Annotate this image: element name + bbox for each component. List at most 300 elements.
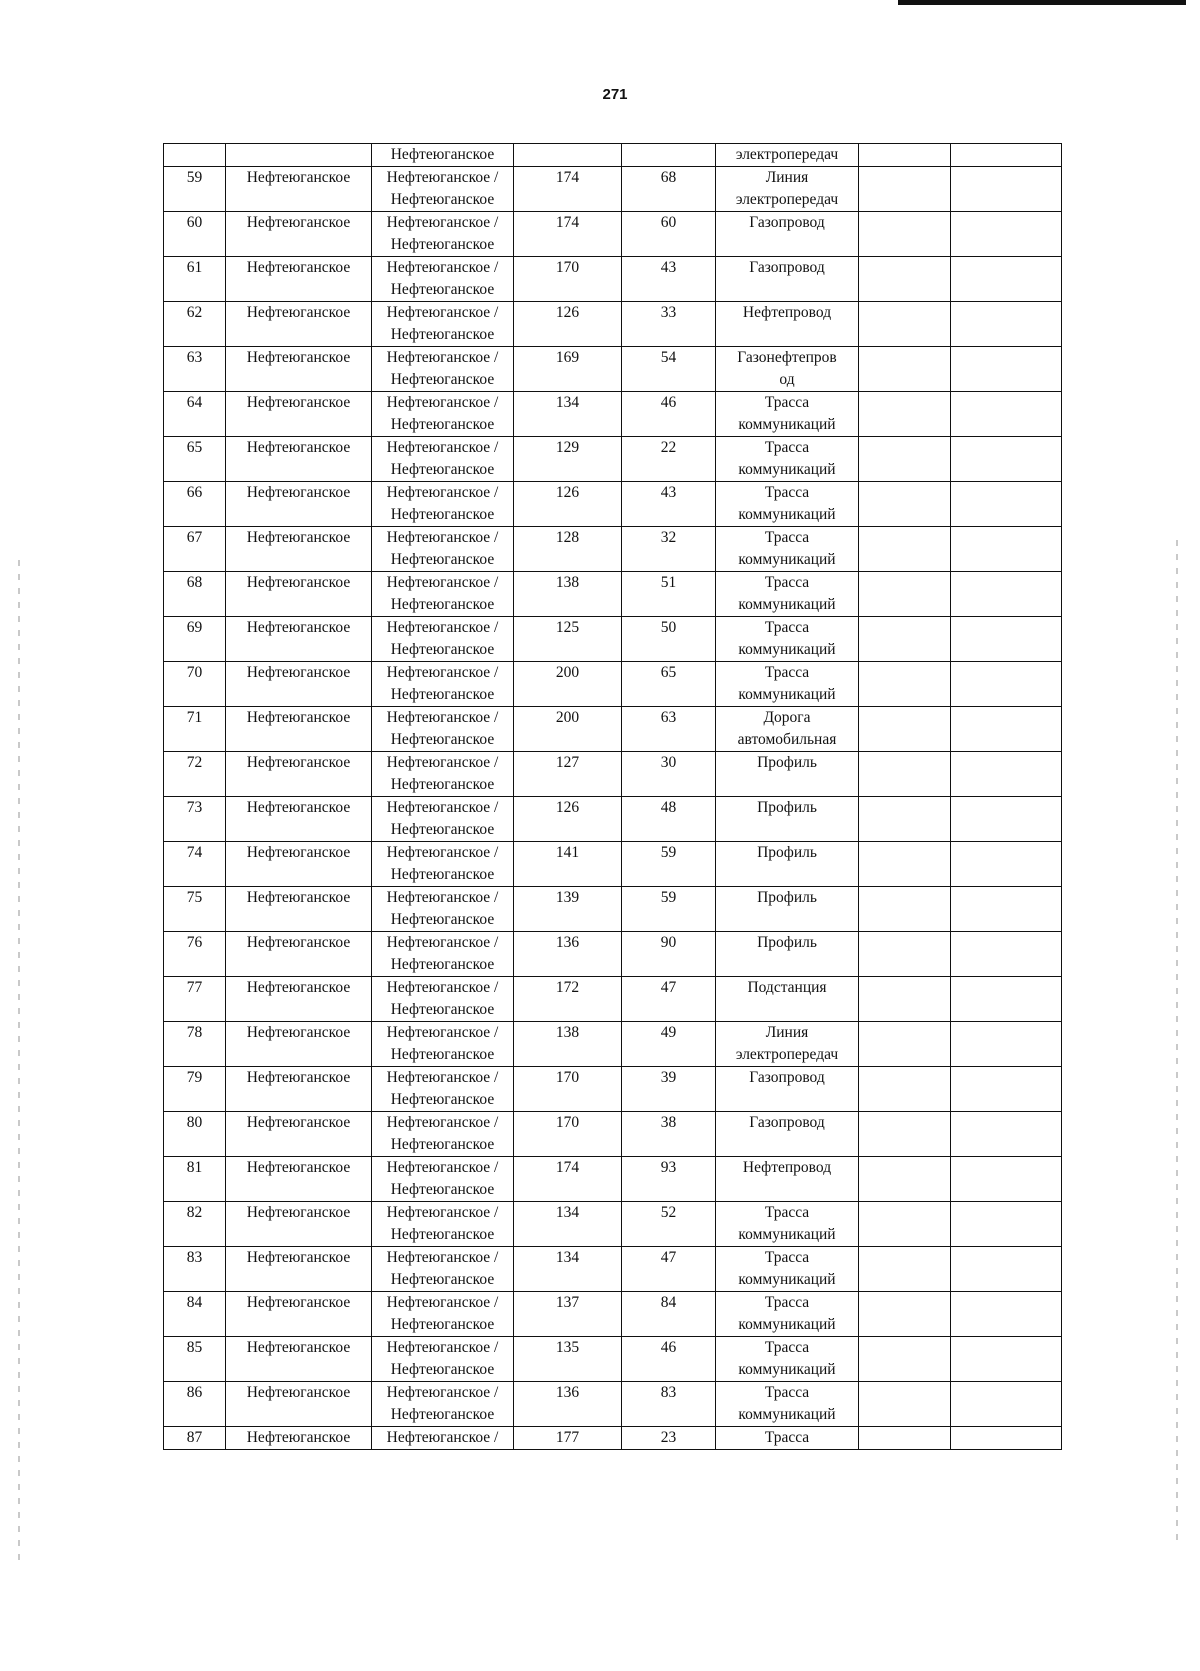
cell-value-2: 22 [622, 437, 716, 482]
cell-object-line-1: Трасса [764, 619, 810, 636]
cell-object [716, 1247, 859, 1292]
cell-object [716, 752, 859, 797]
registry-table [163, 143, 1062, 1450]
cell-object-line-1: Дорога [763, 709, 811, 726]
cell-object-line-1: Нефтепровод [742, 304, 832, 321]
table-row [164, 617, 1062, 662]
cell-field [372, 977, 514, 1022]
table-row [164, 1112, 1062, 1157]
cell-extra-2 [951, 1157, 1062, 1202]
cell-extra-1 [859, 842, 951, 887]
cell-value-2 [622, 144, 716, 167]
cell-field-line-1: Нефтеюганское / [386, 1249, 499, 1266]
cell-number: 75 [164, 887, 226, 932]
cell-object [716, 1382, 859, 1427]
cell-extra-1 [859, 662, 951, 707]
cell-value-2: 47 [622, 1247, 716, 1292]
cell-extra-1 [859, 572, 951, 617]
cell-value-2: 63 [622, 707, 716, 752]
cell-number: 62 [164, 302, 226, 347]
cell-value-1: 135 [514, 1337, 622, 1382]
cell-extra-2 [951, 1292, 1062, 1337]
cell-object-line-1: Трасса [764, 484, 810, 501]
cell-extra-2 [951, 797, 1062, 842]
cell-extra-2 [951, 1427, 1062, 1450]
table-row [164, 752, 1062, 797]
cell-value-2: 84 [622, 1292, 716, 1337]
table-row [164, 1022, 1062, 1067]
cell-value-2: 43 [622, 257, 716, 302]
cell-field-line-1: Нефтеюганское / [386, 484, 499, 501]
cell-value-2: 68 [622, 167, 716, 212]
cell-field [372, 932, 514, 977]
cell-district: Нефтеюганское [226, 212, 372, 257]
cell-value-2: 46 [622, 1337, 716, 1382]
cell-value-1: 138 [514, 1022, 622, 1067]
cell-object-line-1: Подстанция [747, 979, 827, 996]
cell-object [716, 842, 859, 887]
cell-value-2: 50 [622, 617, 716, 662]
cell-extra-2 [951, 572, 1062, 617]
cell-object: электропередач [716, 144, 859, 167]
cell-object-line-1: Профиль [757, 799, 817, 816]
cell-field-line-2: Нефтеюганское [390, 551, 495, 568]
cell-extra-2 [951, 707, 1062, 752]
cell-value-1: 126 [514, 302, 622, 347]
cell-field-line-1: Нефтеюганское / [386, 529, 499, 546]
cell-extra-1 [859, 527, 951, 572]
cell-extra-1 [859, 1337, 951, 1382]
cell-extra-1 [859, 347, 951, 392]
cell-number: 77 [164, 977, 226, 1022]
cell-extra-2 [951, 1022, 1062, 1067]
cell-field-line-2: Нефтеюганское [390, 326, 495, 343]
cell-object [716, 212, 859, 257]
cell-district: Нефтеюганское [226, 1112, 372, 1157]
cell-field-line-2: Нефтеюганское [390, 731, 495, 748]
cell-district: Нефтеюганское [226, 347, 372, 392]
table-row [164, 257, 1062, 302]
cell-field [372, 707, 514, 752]
cell-district: Нефтеюганское [226, 617, 372, 662]
cell-field-line-1: Нефтеюганское / [386, 259, 499, 276]
table-row [164, 1382, 1062, 1427]
cell-object-line-1: Трасса [764, 1294, 810, 1311]
table-row [164, 392, 1062, 437]
cell-value-2: 38 [622, 1112, 716, 1157]
cell-value-2: 46 [622, 392, 716, 437]
cell-value-1: 128 [514, 527, 622, 572]
cell-district: Нефтеюганское [226, 1202, 372, 1247]
cell-extra-2 [951, 144, 1062, 167]
cell-value-1: 125 [514, 617, 622, 662]
cell-number: 82 [164, 1202, 226, 1247]
cell-object-line-2: коммуникаций [738, 1316, 836, 1333]
cell-field-line-2: Нефтеюганское [390, 191, 495, 208]
cell-object-line-1: Газопровод [749, 214, 825, 231]
cell-extra-1 [859, 167, 951, 212]
table-row [164, 887, 1062, 932]
cell-value-1: 129 [514, 437, 622, 482]
cell-district: Нефтеюганское [226, 1067, 372, 1112]
cell-field-line-1: Нефтеюганское / [386, 1204, 499, 1221]
cell-object [716, 1202, 859, 1247]
cell-district: Нефтеюганское [226, 167, 372, 212]
cell-district: Нефтеюганское [226, 527, 372, 572]
cell-field-line-2: Нефтеюганское [390, 1091, 495, 1108]
cell-field [372, 797, 514, 842]
cell-field [372, 887, 514, 932]
cell-district: Нефтеюганское [226, 752, 372, 797]
cell-extra-1 [859, 437, 951, 482]
cell-object-line-2: од [779, 371, 795, 388]
cell-field [372, 617, 514, 662]
cell-field [372, 167, 514, 212]
cell-value-1: 137 [514, 1292, 622, 1337]
cell-field-line-2: Нефтеюганское [390, 506, 495, 523]
table-row [164, 842, 1062, 887]
cell-extra-1 [859, 1427, 951, 1450]
cell-object [716, 1022, 859, 1067]
cell-number: 60 [164, 212, 226, 257]
cell-value-1: 170 [514, 1112, 622, 1157]
cell-extra-1 [859, 1067, 951, 1112]
cell-district: Нефтеюганское [226, 1382, 372, 1427]
cell-field-line-1: Нефтеюганское / [386, 1384, 499, 1401]
cell-number: 84 [164, 1292, 226, 1337]
cell-object [716, 1067, 859, 1112]
cell-value-1: 134 [514, 1202, 622, 1247]
cell-value-1: 139 [514, 887, 622, 932]
cell-field-line-1: Нефтеюганское / [386, 799, 499, 816]
cell-district: Нефтеюганское [226, 887, 372, 932]
cell-field-line-2: Нефтеюганское [390, 1361, 495, 1378]
cell-district: Нефтеюганское [226, 572, 372, 617]
cell-extra-2 [951, 257, 1062, 302]
cell-value-2: 39 [622, 1067, 716, 1112]
cell-district: Нефтеюганское [226, 1427, 372, 1450]
cell-value-2: 90 [622, 932, 716, 977]
cell-field-line-1: Нефтеюганское / [386, 979, 499, 996]
cell-value-1: 170 [514, 257, 622, 302]
cell-object-line-1: Трасса [764, 1339, 810, 1356]
cell-number: 86 [164, 1382, 226, 1427]
cell-field-line-2: Нефтеюганское [390, 1271, 495, 1288]
cell-value-2: 52 [622, 1202, 716, 1247]
cell-object [716, 1337, 859, 1382]
cell-object-line-1: Профиль [757, 934, 817, 951]
cell-object-line-1: Линия [765, 1024, 809, 1041]
table-row [164, 1337, 1062, 1382]
cell-field-line-1: Нефтеюганское / [386, 1069, 499, 1086]
cell-extra-2 [951, 482, 1062, 527]
cell-extra-2 [951, 887, 1062, 932]
cell-field [372, 1382, 514, 1427]
cell-field-line-1: Нефтеюганское / [386, 889, 499, 906]
cell-number: 61 [164, 257, 226, 302]
cell-extra-2 [951, 1112, 1062, 1157]
cell-object [716, 707, 859, 752]
cell-field-line-2: Нефтеюганское [390, 461, 495, 478]
table-row [164, 977, 1062, 1022]
cell-district: Нефтеюганское [226, 1157, 372, 1202]
cell-object-line-1: Газопровод [749, 259, 825, 276]
table-row [164, 572, 1062, 617]
table-row [164, 1247, 1062, 1292]
cell-extra-2 [951, 1247, 1062, 1292]
cell-value-1 [514, 144, 622, 167]
top-rule [898, 0, 1186, 5]
cell-object-line-1: Нефтепровод [742, 1159, 832, 1176]
cell-field [372, 1112, 514, 1157]
cell-extra-1 [859, 707, 951, 752]
cell-extra-2 [951, 527, 1062, 572]
cell-extra-1 [859, 1157, 951, 1202]
cell-field-line-2: Нефтеюганское [390, 1136, 495, 1153]
cell-value-1: 127 [514, 752, 622, 797]
cell-number: 63 [164, 347, 226, 392]
table-row-continued [164, 144, 1062, 167]
cell-number: 83 [164, 1247, 226, 1292]
cell-field [372, 302, 514, 347]
cell-field-line-2: Нефтеюганское [390, 281, 495, 298]
cell-field-line-1: Нефтеюганское / [386, 754, 499, 771]
cell-field [372, 572, 514, 617]
cell-extra-1 [859, 212, 951, 257]
cell-number: 76 [164, 932, 226, 977]
cell-number: 72 [164, 752, 226, 797]
cell-number: 78 [164, 1022, 226, 1067]
cell-extra-1 [859, 887, 951, 932]
cell-value-1: 126 [514, 482, 622, 527]
cell-value-2: 47 [622, 977, 716, 1022]
cell-object [716, 527, 859, 572]
cell-field-line-2: Нефтеюганское [390, 1046, 495, 1063]
cell-object [716, 1112, 859, 1157]
cell-field-line-2: Нефтеюганское [390, 686, 495, 703]
cell-field [372, 1337, 514, 1382]
cell-district [226, 144, 372, 167]
cell-object-line-2: коммуникаций [738, 506, 836, 523]
table-row [164, 527, 1062, 572]
cell-district: Нефтеюганское [226, 1022, 372, 1067]
cell-value-1: 177 [514, 1427, 622, 1450]
cell-field-line-1: Нефтеюганское / [386, 394, 499, 411]
table-row [164, 167, 1062, 212]
cell-object-line-2: коммуникаций [738, 1271, 836, 1288]
cell-extra-1 [859, 482, 951, 527]
table-row [164, 482, 1062, 527]
cell-field [372, 392, 514, 437]
cell-field-line-1: Нефтеюганское / [386, 709, 499, 726]
cell-extra-1 [859, 302, 951, 347]
cell-object-line-1: Трасса [764, 394, 810, 411]
cell-number: 74 [164, 842, 226, 887]
cell-number: 68 [164, 572, 226, 617]
table-row [164, 1157, 1062, 1202]
cell-object [716, 887, 859, 932]
cell-value-2: 59 [622, 842, 716, 887]
cell-object [716, 302, 859, 347]
cell-object-line-1: Трасса [764, 574, 810, 591]
cell-extra-2 [951, 1202, 1062, 1247]
cell-number: 73 [164, 797, 226, 842]
cell-object-line-1: Газонефтепров [737, 349, 837, 366]
cell-field [372, 842, 514, 887]
cell-object-line-2: коммуникаций [738, 551, 836, 568]
cell-value-2: 54 [622, 347, 716, 392]
cell-field [372, 662, 514, 707]
cell-field-line-2: Нефтеюганское [390, 866, 495, 883]
cell-field-line-1: Нефтеюганское / [386, 1339, 499, 1356]
cell-field [372, 1202, 514, 1247]
cell-extra-1 [859, 257, 951, 302]
cell-field [372, 1067, 514, 1112]
cell-district: Нефтеюганское [226, 662, 372, 707]
cell-object-line-1: Профиль [757, 889, 817, 906]
cell-field-line-1: Нефтеюганское / [386, 439, 499, 456]
cell-object-line-1: Профиль [757, 844, 817, 861]
cell-field-line-2: Нефтеюганское [390, 371, 495, 388]
cell-object-line-2: электропередач [735, 1046, 839, 1063]
cell-object [716, 932, 859, 977]
cell-district: Нефтеюганское [226, 302, 372, 347]
cell-field [372, 1022, 514, 1067]
cell-extra-1 [859, 1382, 951, 1427]
cell-district: Нефтеюганское [226, 1247, 372, 1292]
cell-object [716, 167, 859, 212]
cell-field [372, 1157, 514, 1202]
cell-extra-2 [951, 752, 1062, 797]
cell-field-line-1: Нефтеюганское / [386, 214, 499, 231]
cell-extra-2 [951, 167, 1062, 212]
table-row [164, 347, 1062, 392]
cell-extra-1 [859, 617, 951, 662]
cell-field-line-2: Нефтеюганское [390, 911, 495, 928]
cell-value-2: 30 [622, 752, 716, 797]
cell-district: Нефтеюганское [226, 437, 372, 482]
cell-object [716, 1157, 859, 1202]
cell-object-line-2: коммуникаций [738, 1361, 836, 1378]
cell-object-line-1: Газопровод [749, 1114, 825, 1131]
cell-field [372, 752, 514, 797]
cell-object-line-1: Линия [765, 169, 809, 186]
cell-district: Нефтеюганское [226, 932, 372, 977]
cell-extra-2 [951, 977, 1062, 1022]
cell-field-line-2: Нефтеюганское [390, 956, 495, 973]
page-number: 271 [602, 86, 628, 103]
cell-object-line-2: коммуникаций [738, 461, 836, 478]
cell-field-line-1: Нефтеюганское / [386, 844, 499, 861]
cell-extra-1 [859, 752, 951, 797]
cell-value-1: 172 [514, 977, 622, 1022]
table-row [164, 212, 1062, 257]
cell-number: 64 [164, 392, 226, 437]
table-row [164, 1202, 1062, 1247]
cell-value-2: 48 [622, 797, 716, 842]
table-row [164, 1067, 1062, 1112]
cell-district: Нефтеюганское [226, 842, 372, 887]
cell-object-line-2: коммуникаций [738, 686, 836, 703]
cell-field-line-1: Нефтеюганское / [386, 1159, 499, 1176]
cell-field-line-1: Нефтеюганское / [386, 664, 499, 681]
cell-extra-1 [859, 977, 951, 1022]
cell-object-line-1: Трасса [764, 1249, 810, 1266]
cell-value-2: 43 [622, 482, 716, 527]
cell-extra-2 [951, 662, 1062, 707]
cell-extra-1 [859, 1112, 951, 1157]
cell-number: 87 [164, 1427, 226, 1450]
cell-number: 81 [164, 1157, 226, 1202]
cell-field: Нефтеюганское [372, 144, 514, 167]
cell-object [716, 437, 859, 482]
cell-object-line-2: коммуникаций [738, 416, 836, 433]
cell-number: 67 [164, 527, 226, 572]
cell-extra-1 [859, 1292, 951, 1337]
cell-object [716, 617, 859, 662]
cell-district: Нефтеюганское [226, 482, 372, 527]
cell-object-line-1: Трасса [764, 439, 810, 456]
cell-extra-1 [859, 1202, 951, 1247]
table-row [164, 437, 1062, 482]
table-row [164, 797, 1062, 842]
cell-object [716, 392, 859, 437]
cell-extra-2 [951, 392, 1062, 437]
cell-number: 69 [164, 617, 226, 662]
cell-value-1: 170 [514, 1067, 622, 1112]
cell-object-line-1: Трасса [764, 1204, 810, 1221]
cell-extra-1 [859, 144, 951, 167]
cell-extra-1 [859, 932, 951, 977]
cell-extra-2 [951, 1337, 1062, 1382]
cell-number: 70 [164, 662, 226, 707]
cell-value-2: 33 [622, 302, 716, 347]
table-row [164, 302, 1062, 347]
cell-extra-1 [859, 1022, 951, 1067]
cell-object [716, 572, 859, 617]
cell-value-1: 138 [514, 572, 622, 617]
cell-object [716, 482, 859, 527]
cell-value-1: 169 [514, 347, 622, 392]
cell-value-1: 126 [514, 797, 622, 842]
cell-value-2: 23 [622, 1427, 716, 1450]
cell-value-2: 65 [622, 662, 716, 707]
cell-number [164, 144, 226, 167]
cell-field [372, 347, 514, 392]
cell-object [716, 347, 859, 392]
cell-object-line-1: Газопровод [749, 1069, 825, 1086]
cell-district: Нефтеюганское [226, 977, 372, 1022]
cell-field-line-1: Нефтеюганское / [386, 934, 499, 951]
cell-value-1: 136 [514, 932, 622, 977]
cell-field [372, 212, 514, 257]
cell-field-line-2: Нефтеюганское [390, 641, 495, 658]
cell-field-line-2: Нефтеюганское [390, 416, 495, 433]
cell-field-line-1: Нефтеюганское / [386, 1294, 499, 1311]
cell-extra-2 [951, 437, 1062, 482]
cell-object [716, 1292, 859, 1337]
cell-field [372, 1247, 514, 1292]
cell-number: 65 [164, 437, 226, 482]
cell-object [716, 797, 859, 842]
table-row [164, 932, 1062, 977]
cell-field [372, 437, 514, 482]
cell-extra-2 [951, 1067, 1062, 1112]
cell-field-line-2: Нефтеюганское [390, 1001, 495, 1018]
cell-object [716, 257, 859, 302]
cell-value-2: 49 [622, 1022, 716, 1067]
cell-number: 66 [164, 482, 226, 527]
